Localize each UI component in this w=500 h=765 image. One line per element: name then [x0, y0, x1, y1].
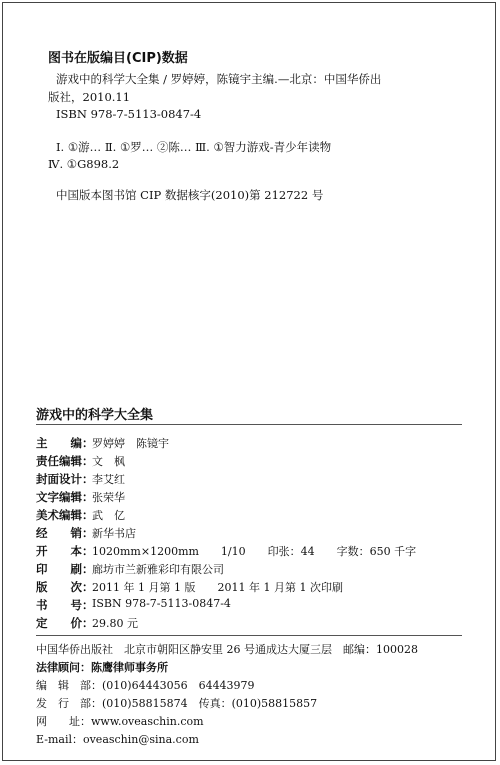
publisher-email: E-mail：oveaschin@sina.com [36, 733, 199, 746]
cip-record-number: 中国版本图书馆 CIP 数据核字(2010)第 212722 号 [56, 188, 324, 202]
distribution-phone: 发 行 部：(010)58815874 传真：(010)58815857 [36, 697, 318, 710]
cip-entry-line-2: 版社，2010.11 [48, 90, 131, 104]
credit-label-text-editor: 文字编辑： [36, 490, 94, 504]
credit-value-printer: 廊坊市兰新雅彩印有限公司 [92, 563, 224, 576]
cip-classification-line-2: Ⅳ. ①G898.2 [48, 157, 120, 171]
title-rule [36, 424, 462, 425]
cip-classification-line-1: Ⅰ. ①游… Ⅱ. ①罗… ②陈… Ⅲ. ①智力游戏-青少年读物 [56, 140, 332, 154]
credit-label-format: 开 本： [36, 544, 94, 558]
publisher-address: 中国华侨出版社 北京市朝阳区静安里 26 号通成达大厦三层 邮编：100028 [36, 643, 418, 656]
cip-entry-line-1: 游戏中的科学大全集 / 罗婷婷，陈镜宇主编.—北京：中国华侨出 [56, 72, 382, 86]
credit-value-cover-design: 李艾红 [92, 473, 125, 486]
credit-label-distributor: 经 销： [36, 526, 94, 540]
credit-value-edition: 2011 年 1 月第 1 版 2011 年 1 月第 1 次印刷 [92, 581, 343, 594]
credit-value-text-editor: 张荣华 [92, 491, 125, 504]
credit-value-distributor: 新华书店 [92, 527, 136, 540]
cip-isbn: ISBN 978-7-5113-0847-4 [56, 107, 202, 121]
credits-rule [36, 635, 462, 636]
credit-label-chief-editor: 主 编： [36, 436, 94, 450]
editorial-phone: 编 辑 部：(010)64443056 64443979 [36, 679, 255, 692]
credit-label-cover-design: 封面设计： [36, 472, 94, 486]
credit-value-price: 29.80 元 [92, 617, 138, 630]
publisher-website: 网 址：www.oveaschin.com [36, 715, 204, 728]
book-title: 游戏中的科学大全集 [36, 408, 154, 423]
credit-value-format: 1020mm×1200mm 1/10 印张：44 字数：650 千字 [92, 545, 417, 558]
legal-advisor: 法律顾问：陈鹰律师事务所 [36, 661, 168, 674]
credit-value-chief-editor: 罗婷婷 陈镜宇 [92, 437, 169, 450]
credit-value-isbn: ISBN 978-7-5113-0847-4 [92, 597, 231, 610]
credit-label-edition: 版 次： [36, 580, 94, 594]
credit-value-art-editor: 武 亿 [92, 509, 125, 522]
credit-label-printer: 印 刷： [36, 562, 94, 576]
cip-heading: 图书在版编目(CIP)数据 [48, 51, 188, 66]
credit-label-art-editor: 美术编辑： [36, 508, 94, 522]
credit-value-responsible-editor: 文 枫 [92, 455, 125, 468]
credit-label-isbn: 书 号： [36, 598, 94, 612]
credit-label-price: 定 价： [36, 616, 94, 630]
credit-label-responsible-editor: 责任编辑： [36, 454, 94, 468]
